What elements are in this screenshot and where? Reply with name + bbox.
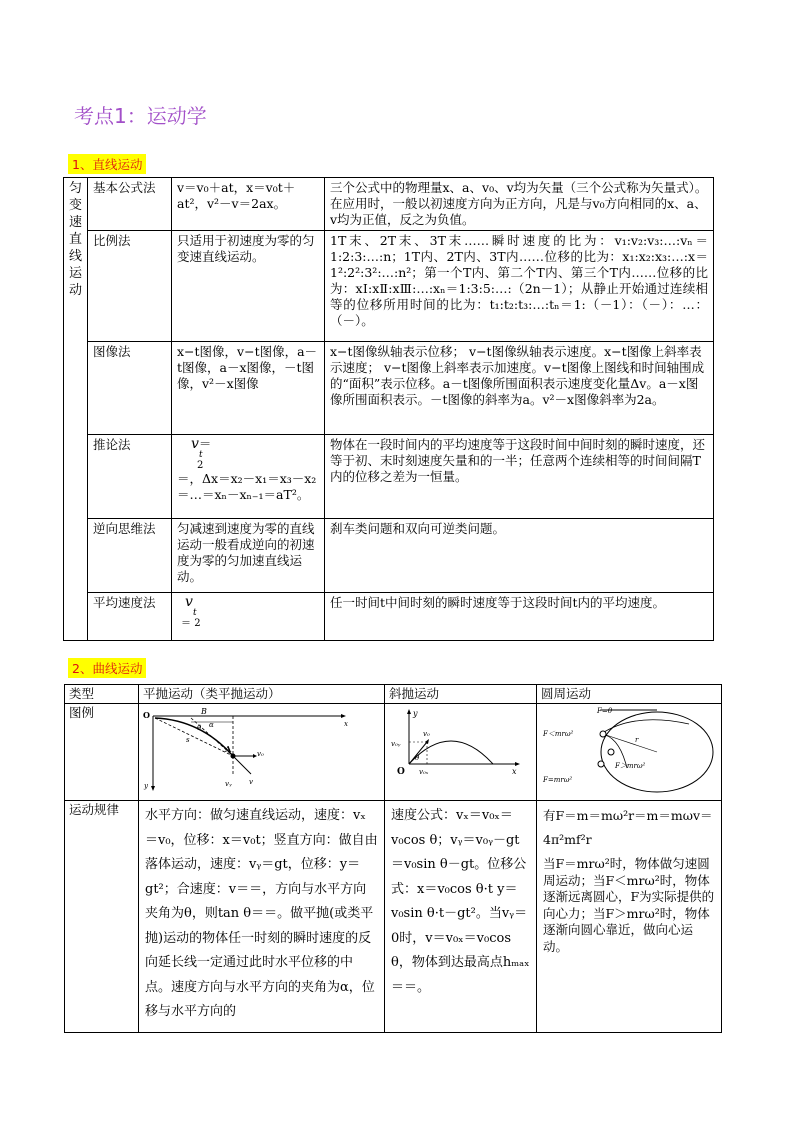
theta-label: θ [197, 724, 202, 732]
header-circular: 圆周运动 [537, 685, 722, 704]
header-oblique: 斜抛运动 [385, 685, 537, 704]
f-less-label: F＜mrω² [543, 730, 574, 738]
v0x-label: v₀ₓ [419, 768, 429, 776]
method-cell: 推论法 [88, 435, 172, 519]
note-cell: 刹车类问题和双向可逆类问题。 [325, 519, 714, 593]
theta-label: θ [415, 754, 420, 762]
x-axis-label: x [512, 767, 517, 776]
projectile-figure-cell [139, 704, 385, 801]
projectile-diagram [141, 706, 381, 794]
projectile-rule: 水平方向：做匀速直线运动，速度：vₓ＝v₀，位移：x＝v₀t；竖直方向：做自由落体运动，速度：vᵧ＝gt，位移：y＝gt²；合速度：v＝＝，方向与水平方向夹角为θ，则tan θ＝＝。做平抛(或类平抛)运动的物体任一时刻的瞬时速度的反向延长线一定通过此时水平位移的中点。速度方向与水平方向的夹角为α，位移与水平方向的 [139, 801, 385, 1033]
note-cell: 1T末、2T末、3T末……瞬时速度的比为：v₁:v₂:v₃:…:vₙ＝1:2:3:…:n；1T内、2T内、3T内……位移的比为：x₁:x₂:x₃:…:x＝1²:2²:3²:…:n²；第一个T内、第二个T内、第三个T内……位移的比为：xⅠ:xⅡ:xⅢ:…:xₙ＝1:3:5:…:（2n－1）；从静止开始通过连续相等的位移所用时间的比为：t₁:t₂:t₃:…:tₙ＝1:（－1）：（－）：…：（－）。 [325, 231, 714, 342]
v0-label: v₀ [423, 730, 430, 738]
circular-figure-cell [537, 704, 722, 801]
method-cell: 比例法 [88, 231, 172, 342]
origin-label: O [143, 710, 150, 720]
header-type: 类型 [65, 685, 139, 704]
formula-cell: 只适用于初速度为零的匀变速直线运动。 [172, 231, 325, 342]
centripetal-formula: 有F＝m＝mω²r＝m＝mωv＝4π²mf²r [543, 808, 713, 847]
method-cell: 平均速度法 [88, 593, 172, 641]
section-heading-linear: 1、直线运动 [68, 154, 146, 174]
section-heading-curve: 2、曲线运动 [68, 658, 146, 678]
note-cell: x−t图像纵轴表示位移； v−t图像纵轴表示速度。x−t图像上斜率表示速度； v−t图像上斜率表示加速度。v−t图像上图线和时间轴围成的“面积”表示位移。a－t图像所围面积表示速度变化量Δv。a－x图像所围面积表示。－t图像的斜率为a。v²－x图像斜率为2a。 [325, 342, 714, 435]
circular-rule [537, 801, 722, 1033]
method-cell: 逆向思维法 [88, 519, 172, 593]
circular-diagram [539, 706, 719, 794]
header-projectile: 平抛运动（类平抛运动） [139, 685, 385, 704]
formula-cell: x−t图像，v−t图像，a－t图像，a－x图像，－t图像，v²－x图像 [172, 342, 325, 435]
linear-motion-table [63, 177, 714, 641]
average-velocity-symbol: v＝ [191, 436, 212, 452]
oblique-diagram [387, 706, 533, 794]
f-zero-label: F=0 [597, 707, 613, 715]
v-label: v [249, 778, 253, 786]
figure-label: 图例 [65, 704, 139, 801]
point-a-label: A [225, 744, 232, 754]
alpha-label: α [209, 721, 214, 729]
formula-cell: v t ＝ 2 [172, 593, 325, 641]
point-b-label: B [201, 707, 207, 716]
method-cell: 基本公式法 [88, 178, 172, 231]
inference-formula: ＝，Δx＝x₂－x₁＝x₃－x₂＝…＝xₙ－xₙ₋₁＝aT²。 [177, 471, 317, 502]
formula-cell: 匀减速到速度为零的直线运动一般看成逆向的初速度为零的匀加速直线运动。 [172, 519, 325, 593]
formula-cell: v＝ t 2 ＝，Δx＝x₂－x₁＝x₃－x₂＝…＝xₙ－xₙ₋₁＝aT²。 [172, 435, 325, 519]
oblique-rule: 速度公式：vₓ＝v₀ₓ＝v₀cos θ；vᵧ＝v₀ᵧ－gt＝v₀sin θ－gt。位移公式：x＝v₀cos θ·t y＝v₀sin θ·t－gt²。当vᵧ＝0时，v＝v₀ₓ＝v₀cos θ，物体到达最高点hₘₐₓ＝＝。 [385, 801, 537, 1033]
note-cell: 物体在一段时间内的平均速度等于这段时间中间时刻的瞬时速度，还等于初、末时刻速度矢量和的一半；任意两个连续相等的时间间隔T内的位移之差为一恒量。 [325, 435, 714, 519]
formula-cell: v＝v₀＋at，x＝v₀t＋at²，v²－v＝2ax。 [172, 178, 325, 231]
note-cell: 三个公式中的物理量x、a、v₀、v均为矢量（三个公式称为矢量式）。在应用时，一般以初速度方向为正方向，凡是与v₀方向相同的x、a、v均为正值，反之为负值。 [325, 178, 714, 231]
method-cell: 图像法 [88, 342, 172, 435]
radius-label: r [635, 736, 639, 744]
origin-label: O [397, 767, 405, 777]
y-axis-label: y [413, 709, 418, 718]
f-greater-label: F＞mrω² [615, 762, 646, 770]
v0y-label: v₀ᵧ [391, 740, 401, 748]
side-label: 匀 变 速 直 线 运 动 [68, 181, 82, 298]
curve-motion-table [64, 684, 722, 1033]
oblique-figure-cell [385, 704, 537, 801]
side-label-cell [64, 178, 88, 641]
s-label: s [186, 736, 190, 744]
note-cell: 任一时间t中间时刻的瞬时速度等于这段时间t内的平均速度。 [325, 593, 714, 641]
vx-label: v₀ [257, 750, 264, 758]
rule-label: 运动规律 [65, 801, 139, 1033]
page-title: 考点1：运动学 [74, 104, 207, 128]
y-axis-label: y [144, 782, 148, 790]
vy-label: vᵧ [225, 780, 232, 788]
f-equal-label: F=mrω² [543, 776, 573, 784]
centripetal-conditions: 当F＝mrω²时，物体做匀速圆周运动；当F＜mrω²时，物体逐渐远离圆心，F为实际提供的向心力；当F＞mrω²时，物体逐渐向圆心靠近，做向心运动。 [543, 856, 715, 954]
x-axis-label: x [344, 720, 348, 728]
